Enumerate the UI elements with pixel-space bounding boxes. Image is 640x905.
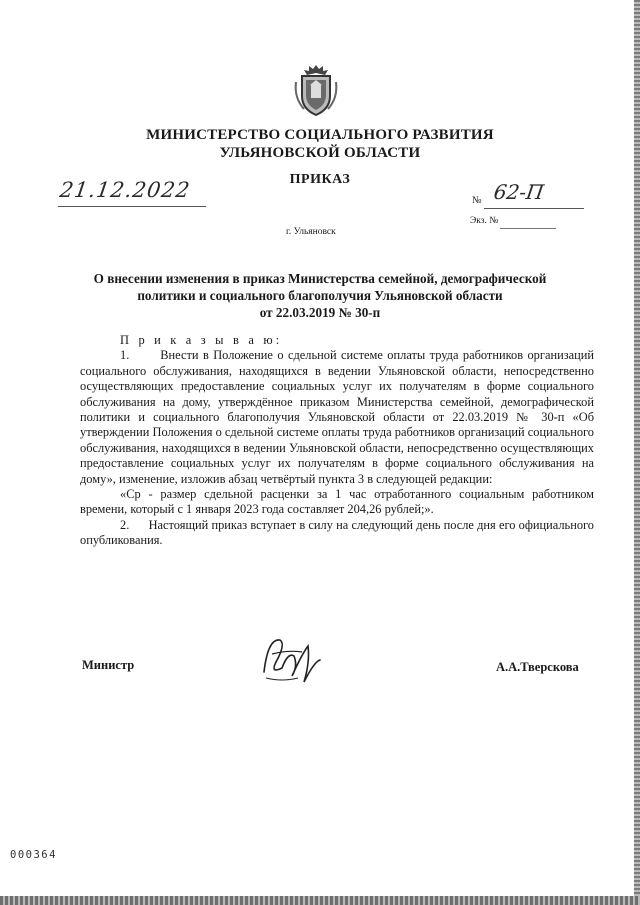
paragraph-1: 1. Внести в Положение о сдельной системе оплаты труда работников организаций социального обслуживания, находящихся в ведении Ульяновской области, непосредственно осуществляющих предоставление социальных услуг их получателям в форме социального обслуживания на дому, утверждённое приказом Министерства семейной, демографической политики и социального благополучия Ульяновской области от 22.03.2019 № 30-п «Об утверждении Положения о сдельной системе оплаты труда работников организаций социального обслуживания, находящихся в ведении Ульяновской области, непосредственно осуществляющих предоставление социальных услуг их получателям в форме социального обслуживания на дому», изменение, изложив абзац четвёртый пункта 3 в следующей редакции:: [80, 348, 594, 486]
title-line-3: от 22.03.2019 № 30-п: [259, 305, 381, 320]
city: г. Ульяновск: [286, 227, 336, 237]
date-underline: [58, 206, 206, 207]
copy-underline: [500, 228, 556, 229]
order-verb: П р и к а з ы в а ю:: [120, 333, 283, 347]
handwritten-date: 21.12.2022: [58, 178, 192, 202]
title-line-1: О внесении изменения в приказ Министерства семейной, демографической: [93, 271, 547, 286]
number-underline: [484, 208, 584, 209]
document-body: [80, 333, 594, 549]
signature-image: [258, 632, 326, 690]
title-line-2: политики и социального благополучия Ульяновской области: [137, 288, 503, 303]
paragraph-2: 2. Настоящий приказ вступает в силу на следующий день после дня его официального опубликования.: [80, 517, 594, 548]
document-title: [0, 270, 640, 321]
number-label: №: [472, 195, 482, 206]
signatory-name: А.А.Тверскова: [496, 660, 579, 674]
coat-of-arms-emblem: [292, 62, 340, 118]
org-line-2: УЛЬЯНОВСКОЙ ОБЛАСТИ: [219, 145, 421, 161]
stamp-number: 000364: [10, 849, 57, 861]
scan-edge-bottom: [0, 896, 640, 905]
organization-name: [0, 126, 640, 162]
quoted-text: «Ср - размер сдельной расценки за 1 час отработанного социальным работником времени, который с 1 января 2023 года составляет 204,26 рублей;».: [80, 487, 594, 517]
document-type: ПРИКАЗ: [289, 172, 351, 187]
org-line-1: МИНИСТЕРСТВО СОЦИАЛЬНОГО РАЗВИТИЯ: [146, 127, 494, 143]
handwritten-number: 62-П: [492, 180, 546, 204]
copy-label: Экз. №: [470, 216, 499, 226]
signatory-position: Министр: [82, 658, 135, 672]
